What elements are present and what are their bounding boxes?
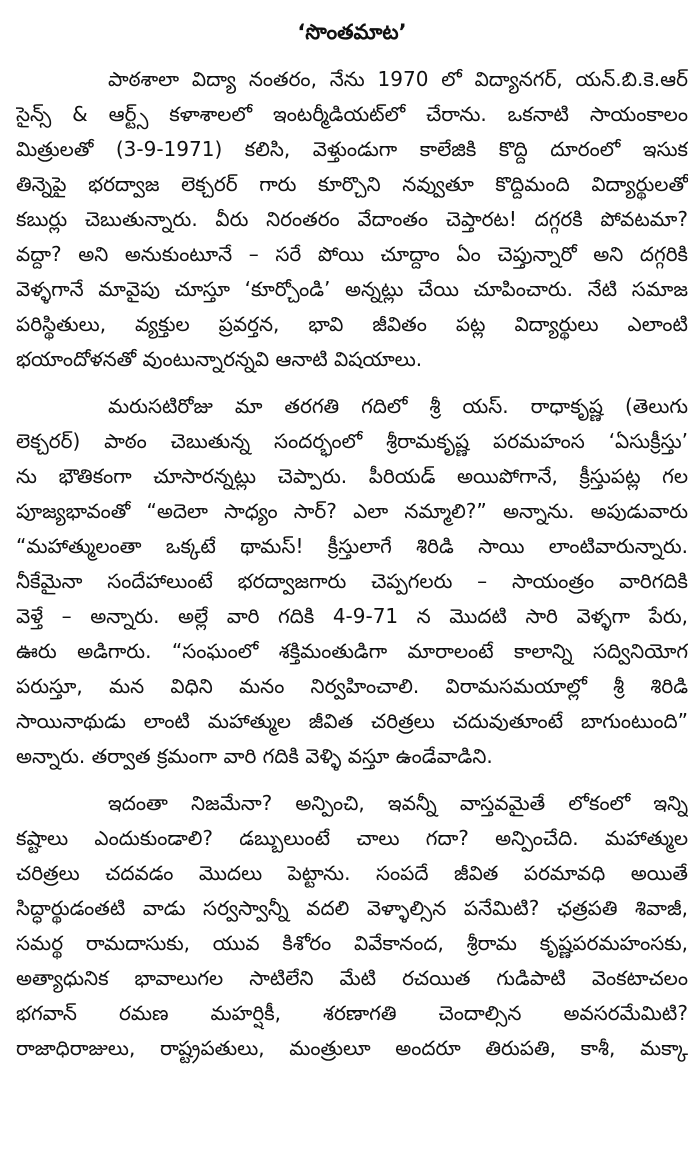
text-line: అత్యాధునిక భావాలుగల సాటిలేని మేటి రచయిత గుడిపాటి వెంకటాచలం [16,966,688,990]
paragraph-2 [16,389,688,774]
text-line: రాజాధిరాజులు, రాష్ట్రపతులు, మంత్రులూ అందరూ తిరుపతి, కాశీ, మక్కా [16,1036,688,1060]
text-line: చరిత్రలు చదవడం మొదలు పెట్టాను. సంపదే జీవిత పరమావధి అయితే [16,861,688,885]
text-line: ఇదంతా నిజమేనా? అన్పించి, ఇవన్నీ వాస్తవమైతే లోకంలో ఇన్ని [108,791,688,815]
text-line: నీకేమైనా సందేహాలుంటే భరద్వాజగారు చెప్పగలరు – సాయంత్రం వారిగదికి [16,569,688,593]
text-line: ఊరు అడిగారు. “సంఘంలో శక్తిమంతుడిగా మారాలంటే కాలాన్ని సద్వినియోగ [16,639,688,663]
paragraph-3 [16,786,688,1066]
text-line: కబుర్లు చెబుతున్నారు. వీరు నిరంతరం వేదాంతం చెప్తారట! దగ్గరకి పోవటమా? [16,207,688,231]
text-line: పరిస్థితులు, వ్యక్తుల ప్రవర్తన, భావి జీవితం పట్ల విద్యార్థులు ఎలాంటి [16,312,688,336]
text-line: అన్నారు. తర్వాత క్రమంగా వారి గదికి వెళ్ళి వస్తూ ఉండేవాడిని. [16,744,493,768]
text-line: సమర్థ రామదాసుకు, యువ కిశోరం వివేకానంద, శ్రీరామ కృష్ణపరమహంసకు, [16,931,688,955]
text-line: సైన్స్ & ఆర్ట్స్ కళాశాలలో ఇంటర్మీడియట్‌లో చేరాను. ఒకనాటి సాయంకాలం [16,102,688,126]
text-line: సిద్ధార్థుడంతటి వాడు సర్వస్వాన్నీ వదలి వెళ్ళాల్సిన పనేమిటి? ఛత్రపతి శివాజీ, [16,896,688,920]
text-line: పాఠశాలా విద్యా నంతరం, నేను 1970 లో విద్యానగర్, యన్.బి.కె.ఆర్ [108,67,688,91]
text-line: పూజ్యభావంతో “అదెలా సాధ్యం సార్? ఎలా నమ్మాలి?” అన్నాను. అపుడువారు [16,499,688,523]
text-line: వెళ్తే – అన్నారు. అల్లే వారి గదికి 4-9-71 న మొదటి సారి వెళ్ళగా పేరు, [16,604,688,628]
text-line: వద్దా? అని అనుకుంటూనే – సరే పోయి చూద్దాం ఏం చెప్తున్నారో అని దగ్గరికి [16,242,688,266]
text-line: “మహాత్ములంతా ఒక్కటే థామస్! క్రీస్తులాగే శిరిడి సాయి లాంటివారున్నారు. [16,534,688,558]
text-line: సాయినాథుడు లాంటి మహాత్ముల జీవిత చరిత్రలు చదువుతూంటే బాగుంటుంది” [16,709,688,733]
text-line: వెళ్ళగానే మావైపు చూస్తూ ‘కూర్చోండి’ అన్నట్లు చేయి చూపించారు. నేటి సమాజ [16,277,688,301]
text-line: మిత్రులతో (3-9-1971) కలిసి, వెళ్తుండుగా కాలేజికి కొద్ది దూరంలో ఇసుక [16,137,688,161]
text-line: లెక్చరర్) పాఠం చెబుతున్న సందర్భంలో శ్రీరామకృష్ణ పరమహంస ‘ఏసుక్రీస్తు’ [16,429,688,453]
text-line: భయాందోళనతో వుంటున్నారన్నవి ఆనాటి విషయాలు. [16,347,423,371]
page-title: ‘సొంతమాట’ [297,20,407,44]
text-line: భగవాన్ రమణ మహర్షికీ, శరణాగతి చెందాల్సిన అవసరమేమిటి? [16,1001,688,1025]
paragraph-1 [16,62,688,377]
text-line: తిన్నెపై భరద్వాజ లెక్చరర్ గారు కూర్చొని నవ్వుతూ కొద్దిమంది విద్యార్థులతో [16,172,688,196]
text-line: పరుస్తూ, మన విధిని మనం నిర్వహించాలి. విరామసమయాల్లో శ్రీ శిరిడి [16,674,688,698]
text-line: ను భౌతికంగా చూసారన్నట్లు చెప్పారు. పీరియడ్ అయిపోగానే, క్రీస్తుపట్ల గల [16,464,688,488]
text-line: కష్టాలు ఎందుకుండాలి? డబ్బులుంటే చాలు గదా? అన్పించేది. మహాత్ముల [16,826,688,850]
text-line: మరుసటిరోజు మా తరగతి గదిలో శ్రీ యస్. రాధాకృష్ణ (తెలుగు [108,394,688,418]
